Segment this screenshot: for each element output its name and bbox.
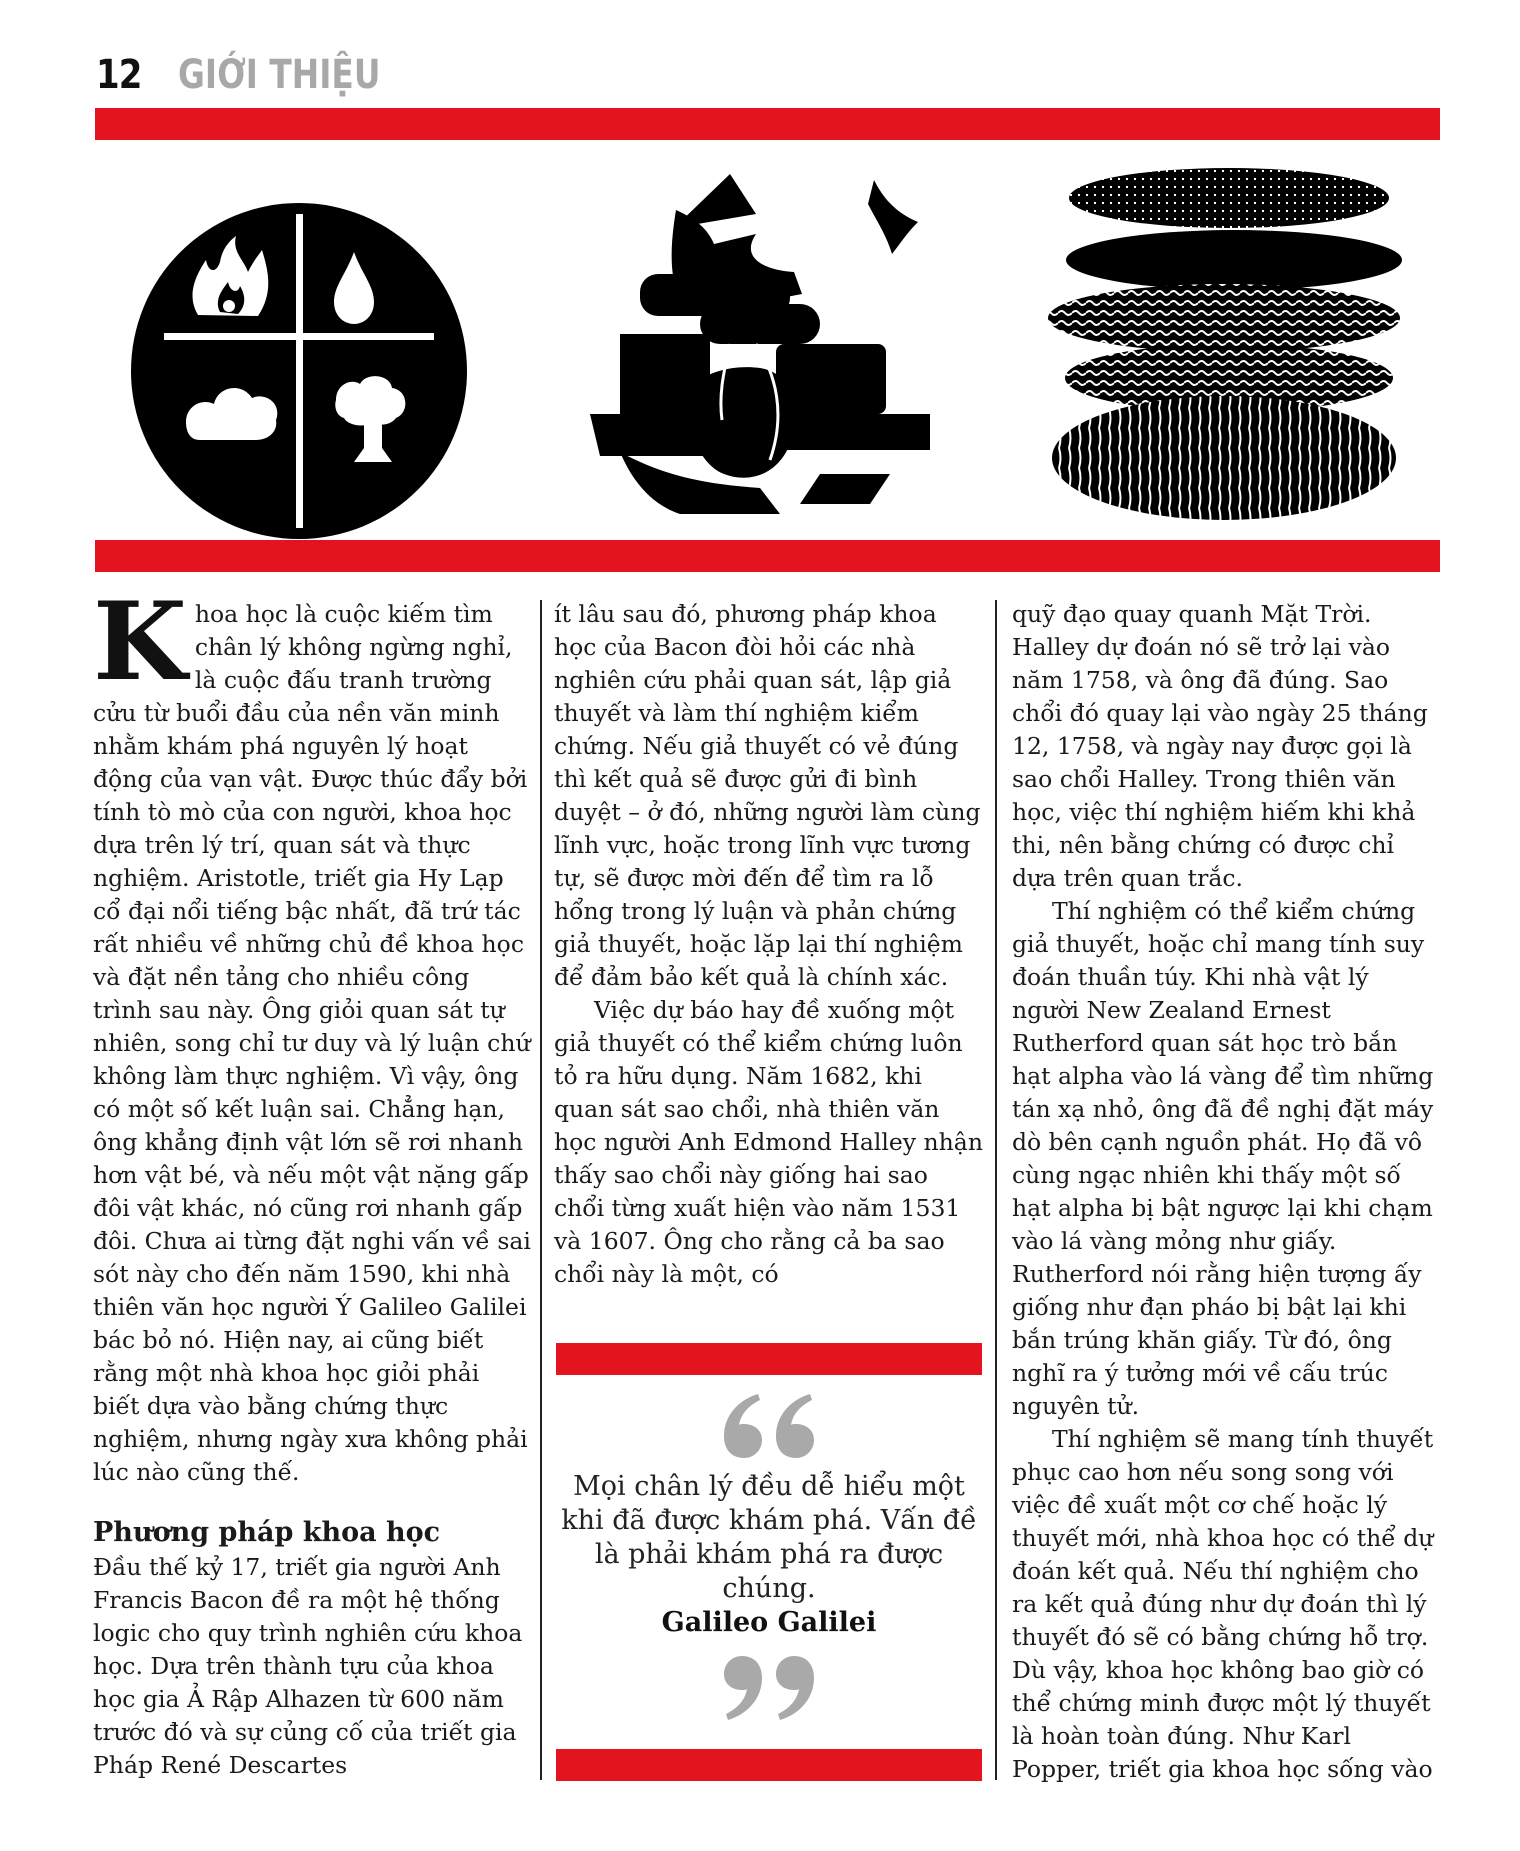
- column-divider: [540, 600, 542, 1780]
- paragraph: Thí nghiệm sẽ mang tính thuyết phục cao hơn nếu song song với việc đề xuất một cơ chế hoặc lý thuyết mới, nhà khoa học có thể dự đoán kết quả. Nếu thí nghiệm cho ra kết quả đúng như dự đoán thì lý thuyết đó sẽ có bằng chứng hỗ trợ. Dù vậy, khoa học không bao giờ có thể chứng minh được một lý thuyết là hoàn toàn đúng. Như Karl Popper, triết gia khoa học sống vào: [1012, 1425, 1434, 1783]
- intro-paragraph-text: hoa học là cuộc kiếm tìm chân lý không ngừng nghỉ, là cuộc đấu tranh trường cửu từ buổi đầu của nền văn minh nhằm khám phá nguyên lý hoạt động của vạn vật. Được thúc đẩy bởi tính tò mò của con người, khoa học dựa trên lý trí, quan sát và thực nghiệm. Aristotle, triết gia Hy Lạp cổ đại nổi tiếng bậc nhất, đã trứ tác rất nhiều về những chủ đề khoa học và đặt nền tảng cho nhiều công trình sau này. Ông giỏi quan sát tự nhiên, song chỉ tư duy và lý luận chứ không làm thực nghiệm. Vì vậy, ông có một số kết luận sai. Chẳng hạn, ông khẳng định vật lớn sẽ rơi nhanh hơn vật bé, và nếu một vật nặng gấp đôi vật khác, nó cũng rơi nhanh gấp đôi. Chưa ai từng đặt nghi vấn về sai sót này cho đến năm 1590, khi nhà thiên văn học người Ý Galileo Galilei bác bỏ nó. Hiện nay, ai cũng biết rằng một nhà khoa học giỏi phải biết dựa vào bằng chứng thực nghiệm, nhưng ngày xưa không phải lúc nào cũng thế.: [93, 600, 531, 1486]
- alchemy-flask-icon: [580, 174, 940, 524]
- paragraph: Thí nghiệm có thể kiểm chứng giả thuyết, hoặc chỉ mang tính suy đoán thuần túy. Khi nhà vật lý người New Zealand Ernest Rutherford quan sát học trò bắn hạt alpha vào lá vàng để tìm những tán xạ nhỏ, ông đã đề nghị đặt máy dò bên cạnh nguồn phát. Họ đã vô cùng ngạc nhiên khi thấy một số hạt alpha bị bật ngược lại khi chạm vào lá vàng mỏng như giấy. Rutherford nói rằng hiện tượng ấy giống như đạn pháo bị bật lại khi bắn trúng khăn giấy. Từ đó, ông nghĩ ra ý tưởng mới về cấu trúc nguyên tử.: [1012, 897, 1434, 1420]
- paragraph: ít lâu sau đó, phương pháp khoa học của Bacon đòi hỏi các nhà nghiên cứu phải quan sát, lập giả thuyết và làm thí nghiệm kiểm chứng. Nếu giả thuyết có vẻ đúng thì kết quả sẽ được gửi đi bình duyệt – ở đó, những người làm cùng lĩnh vực, hoặc trong lĩnh vực tương tự, sẽ được mời đến để tìm ra lỗ hổng trong lý luận và phản chứng giả thuyết, hoặc lặp lại thí nghiệm để đảm bảo kết quả là chính xác.: [554, 600, 981, 991]
- pull-quote: [556, 1390, 982, 1724]
- drop-cap: K: [93, 579, 187, 705]
- article-column-3: [1012, 598, 1442, 1786]
- subheading-scientific-method: Phương pháp khoa học: [93, 1517, 441, 1548]
- section-title: GIỚI THIỆU: [177, 52, 381, 98]
- paragraph: Đầu thế kỷ 17, triết gia người Anh Francis Bacon đề ra một hệ thống logic cho quy trình nghiên cứu khoa học. Dựa trên thành tựu của khoa học gia Ả Rập Alhazen từ 600 năm trước đó và sự củng cố của triết gia Pháp René Descartes: [93, 1553, 523, 1779]
- quote-author: Galileo Galilei: [661, 1607, 877, 1638]
- article-column-1: [93, 579, 533, 1782]
- intro-paragraph: [93, 579, 533, 1489]
- top-red-bar: [95, 108, 1440, 140]
- page-number: 12: [96, 52, 142, 98]
- open-quote-icon: [714, 1390, 824, 1460]
- middle-red-bar: [95, 540, 1440, 572]
- page-header: [96, 52, 425, 98]
- article-column-2: [554, 598, 984, 1291]
- quote-top-bar: [556, 1343, 982, 1375]
- four-elements-circle-icon: [128, 200, 470, 542]
- rock-strata-icon: [1044, 168, 1414, 528]
- quote-bottom-bar: [556, 1749, 982, 1781]
- quote-text: Mọi chân lý đều dễ hiểu một khi đã được khám phá. Vấn đề là phải khám phá ra được chúng.: [561, 1471, 977, 1604]
- close-quote-icon: [714, 1654, 824, 1724]
- paragraph: Việc dự báo hay đề xuống một giả thuyết có thể kiểm chứng luôn tỏ ra hữu dụng. Năm 1682, khi quan sát sao chổi, nhà thiên văn học người Anh Edmond Halley nhận thấy sao chổi này giống hai sao chổi từng xuất hiện vào năm 1531 và 1607. Ông cho rằng cả ba sao chổi này là một, có: [554, 996, 983, 1288]
- paragraph: quỹ đạo quay quanh Mặt Trời. Halley dự đoán nó sẽ trở lại vào năm 1758, và ông đã đúng. Sao chổi đó quay lại vào ngày 25 tháng 12, 1758, và ngày nay được gọi là sao chổi Halley. Trong thiên văn học, việc thí nghiệm hiếm khi khả thi, nên bằng chứng có được chỉ dựa trên quan trắc.: [1012, 600, 1428, 892]
- column-divider: [995, 600, 997, 1780]
